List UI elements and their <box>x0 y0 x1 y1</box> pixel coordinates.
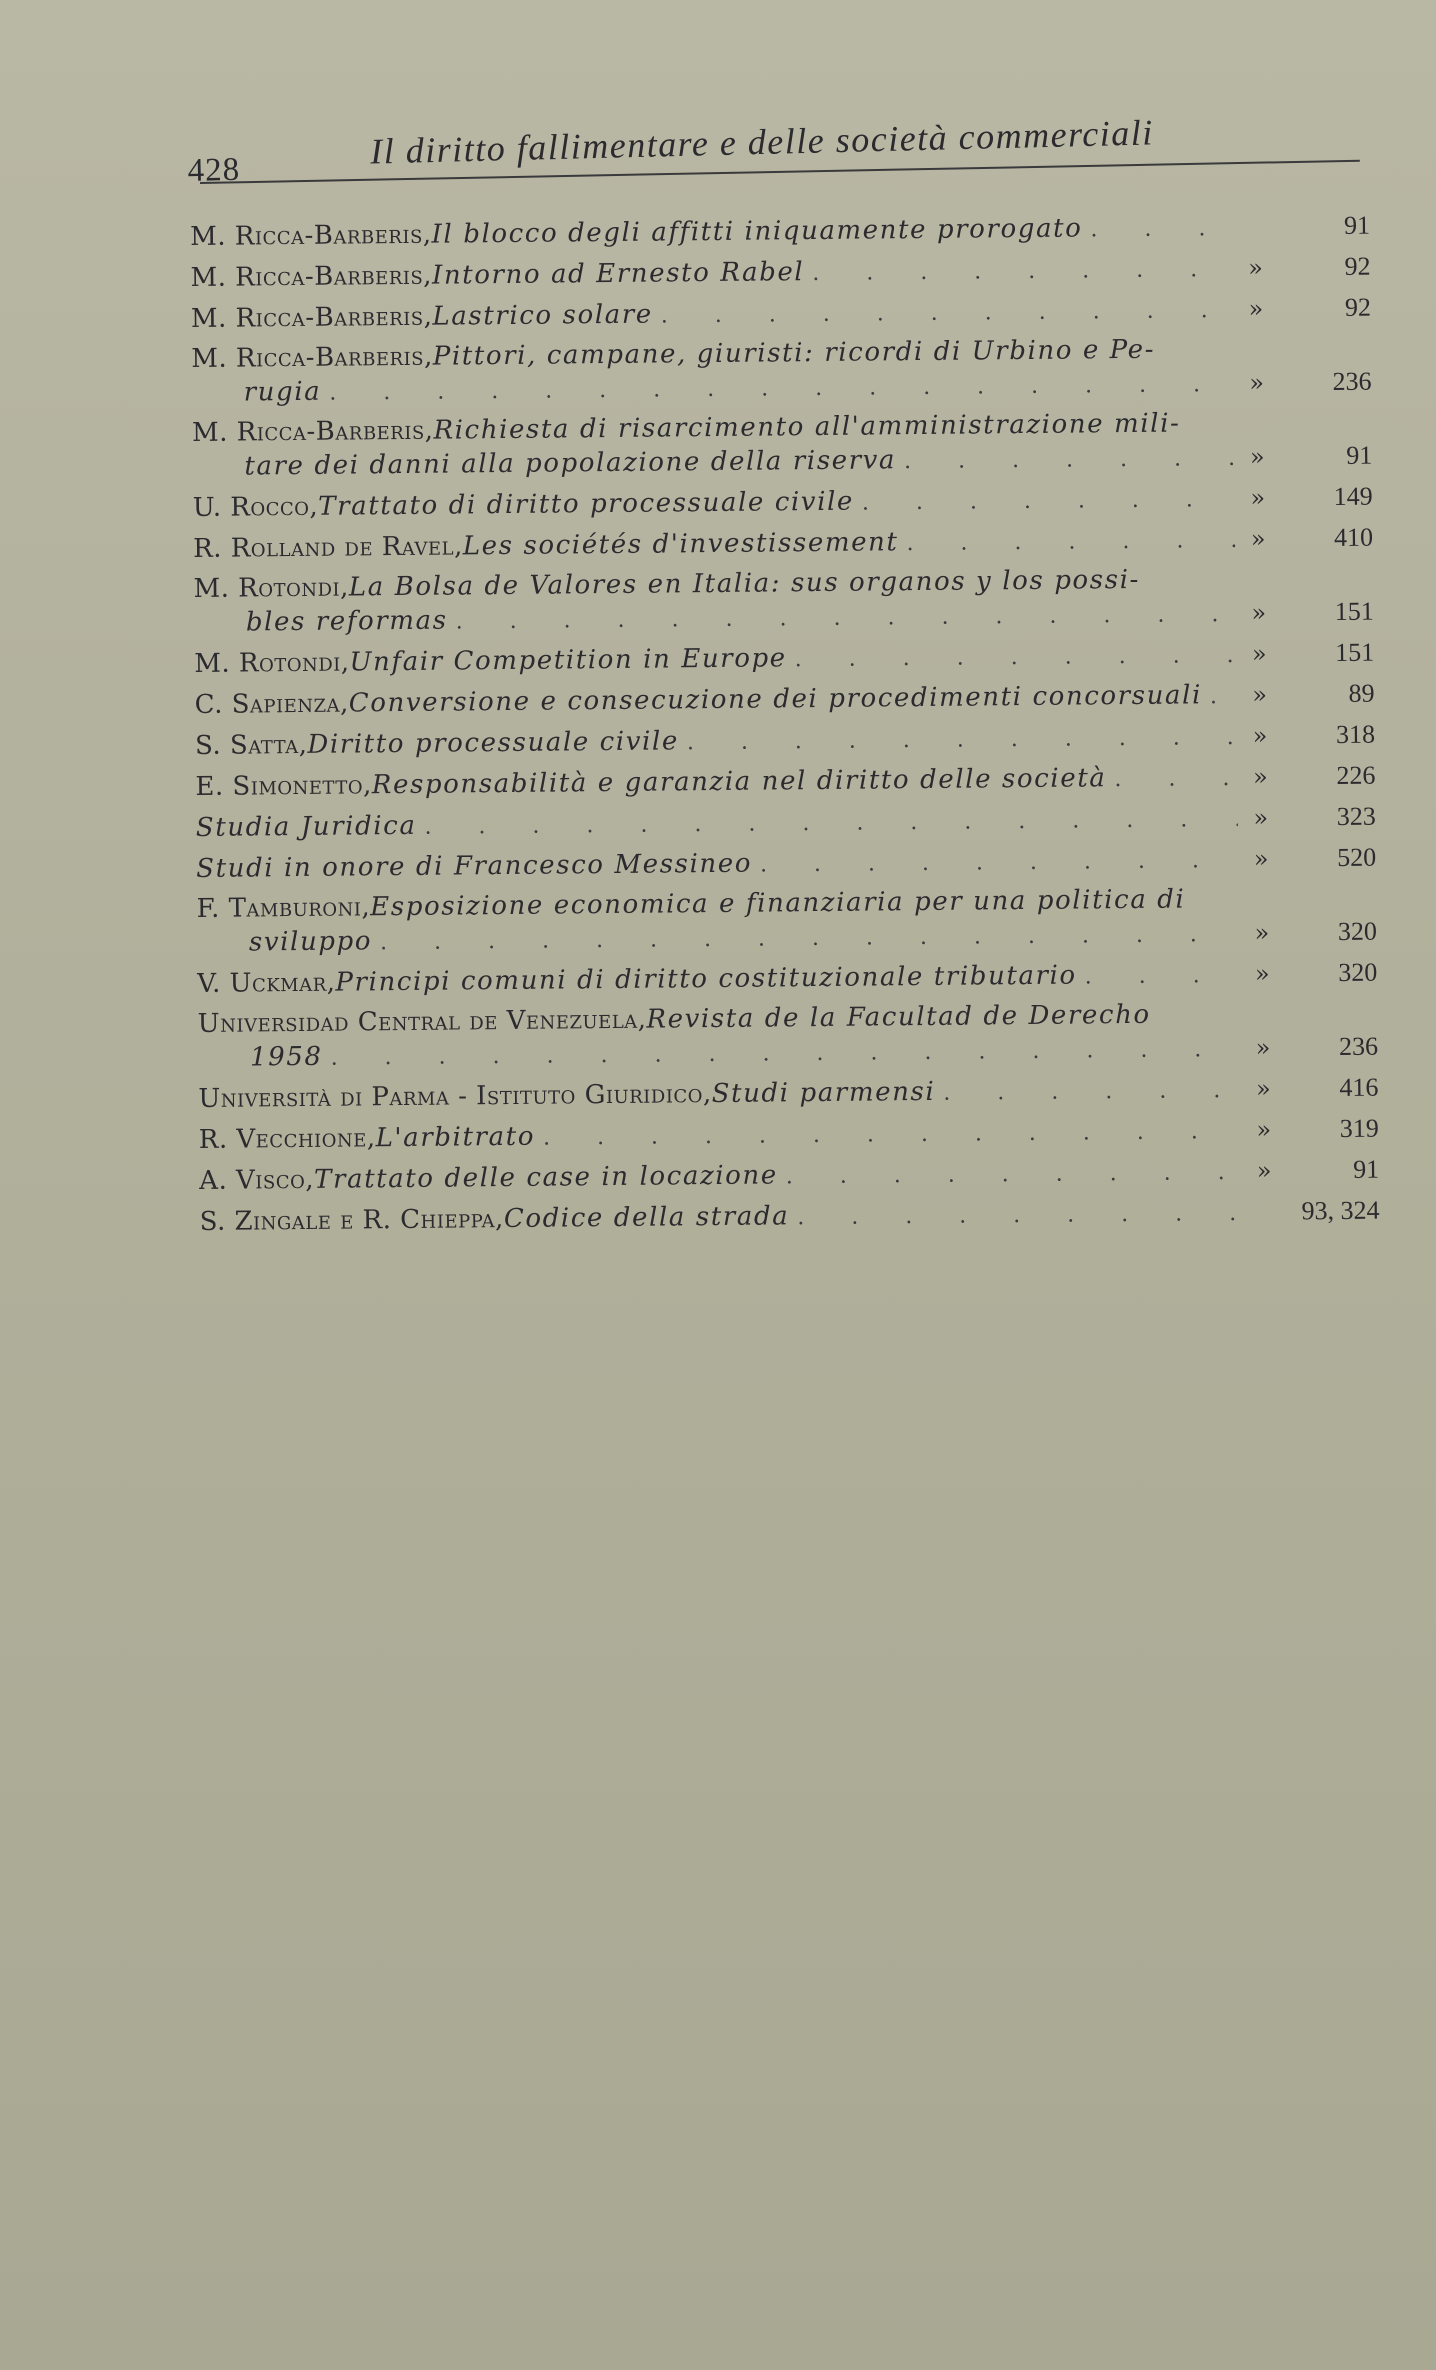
entry-separator: , <box>453 531 463 562</box>
entry-title: Conversione e consecuzione dei procedimenti concorsuali <box>348 680 1203 719</box>
dot-leader <box>543 1115 1241 1155</box>
dot-leader <box>1090 212 1232 246</box>
entry-author: R. Rolland de Ravel <box>193 531 455 564</box>
entry-title: La Bolsa de Valores en Italia: sus organos y los possi- <box>348 564 1141 603</box>
dot-leader <box>862 483 1235 520</box>
entry-title: Unfair Competition in Europe <box>349 643 787 678</box>
index-entry <box>196 800 1376 846</box>
entry-page-number: 236 <box>1338 1031 1379 1062</box>
dot-leader <box>795 639 1237 676</box>
running-title: Il diritto fallimentare e delle società commerciali <box>369 112 1155 172</box>
index-entry <box>190 209 1370 255</box>
index-entry <box>194 677 1374 723</box>
entry-page-number: 92 <box>1344 292 1372 322</box>
entry-title-continued: bles reformas <box>245 605 448 638</box>
entry-title: Pittori, campane, giuristi: ricordi di Urbino e Pe- <box>432 334 1156 372</box>
entry-author: A. Visco <box>199 1164 306 1196</box>
index-entry <box>195 759 1375 805</box>
entry-title: Studi parmensi <box>711 1076 936 1110</box>
entry-author: E. Simonetto <box>195 770 364 802</box>
dot-leader <box>687 721 1237 759</box>
entry-line <box>196 800 1376 846</box>
dot-leader <box>904 442 1235 478</box>
entry-author: Università di Parma - Istituto Giuridico <box>198 1079 704 1114</box>
entry-page-number: 410 <box>1333 522 1374 553</box>
entry-line <box>194 677 1374 723</box>
index-entry <box>197 956 1377 1002</box>
ditto-mark: » <box>1249 368 1265 397</box>
entry-line <box>190 209 1370 255</box>
ditto-mark: » <box>1255 1074 1271 1103</box>
entry-author: M. Rotondi <box>194 647 341 679</box>
index-list <box>190 209 1380 1246</box>
dot-leader <box>906 524 1235 560</box>
ditto-mark: » <box>1254 918 1270 947</box>
entry-page-number: 226 <box>1336 760 1376 791</box>
entry-author: Universidad Central de Venezuela <box>197 1004 638 1039</box>
entry-separator: , <box>340 647 350 678</box>
ditto-mark: » <box>1255 1033 1271 1062</box>
entry-author: U. Rocco <box>192 491 310 523</box>
dot-leader <box>455 598 1235 638</box>
ditto-mark: » <box>1251 639 1267 668</box>
entry-title: Esposizione economica e finanziaria per una politica di <box>370 884 1186 923</box>
entry-separator: , <box>305 1164 315 1195</box>
entry-separator: , <box>494 1204 505 1235</box>
entry-author: M. Ricca-Barberis <box>191 341 425 374</box>
index-entry <box>191 291 1371 337</box>
entry-title: Studi in onore di Francesco Messineo <box>196 848 753 884</box>
index-entry <box>196 841 1376 887</box>
index-entry <box>194 636 1374 682</box>
entry-page-number: 319 <box>1339 1113 1379 1144</box>
entry-title: Responsabilità e garanzia nel diritto delle società <box>371 763 1107 801</box>
entry-title: L'arbitrato <box>375 1121 536 1154</box>
index-entry <box>190 250 1370 296</box>
entry-line <box>193 521 1373 567</box>
entry-page-number: 93, 324 <box>1301 1195 1380 1226</box>
entry-separator: , <box>362 770 372 801</box>
entry-page-number: 320 <box>1338 957 1378 988</box>
index-entry <box>191 332 1372 411</box>
entry-page-number: 320 <box>1337 916 1378 947</box>
entry-separator: , <box>423 260 433 291</box>
ditto-mark: » <box>1251 598 1267 627</box>
index-entry <box>198 997 1379 1076</box>
entry-separator: , <box>339 688 349 719</box>
entry-line <box>198 1071 1378 1117</box>
dot-leader <box>786 1156 1242 1193</box>
entry-line <box>195 718 1375 764</box>
entry-separator: , <box>422 219 432 250</box>
entry-title: Studia Juridica <box>195 810 417 843</box>
entry-title: Richiesta di risarcimento all'amministrazione mili- <box>433 408 1181 446</box>
entry-separator: , <box>424 415 434 446</box>
entry-title: Codice della strada <box>503 1201 790 1235</box>
entry-author: M. Rotondi <box>193 572 341 604</box>
entry-page-number: 520 <box>1337 842 1377 873</box>
ditto-mark: » <box>1250 483 1266 512</box>
entry-title-continued: rugia <box>243 376 322 408</box>
entry-separator: , <box>298 729 308 760</box>
dot-leader <box>1114 762 1237 796</box>
entry-title: Revista de la Facultad de Derecho <box>646 999 1151 1035</box>
entry-page-number: 323 <box>1336 801 1376 832</box>
index-entry <box>195 718 1375 764</box>
entry-separator: , <box>423 301 433 332</box>
entry-page-number: 151 <box>1334 596 1374 627</box>
entry-author: S. Satta <box>194 729 299 761</box>
entry-author: C. Sapienza <box>194 688 341 720</box>
entry-line <box>197 956 1377 1002</box>
ditto-mark: » <box>1256 1156 1272 1185</box>
ditto-mark: » <box>1254 959 1270 988</box>
entry-line <box>199 1153 1379 1199</box>
entry-line <box>199 1112 1379 1158</box>
entry-title: Principi comuni di diritto costituzionale tributario <box>335 960 1077 998</box>
index-entry <box>199 1112 1379 1158</box>
page-number: 428 <box>187 151 241 189</box>
entry-title-continued: 1958 <box>249 1041 323 1073</box>
index-entry <box>192 406 1373 485</box>
entry-page-number: 91 <box>1346 440 1373 470</box>
ditto-mark: » <box>1252 680 1268 709</box>
entry-separator: , <box>702 1079 712 1110</box>
dot-leader <box>812 253 1233 290</box>
entry-separator: , <box>326 967 336 998</box>
dot-leader <box>797 1197 1242 1234</box>
entry-title-continued: tare dei danni alla popolazione della riserva <box>244 445 897 482</box>
entry-separator: , <box>309 491 319 522</box>
entry-page-number: 318 <box>1335 719 1376 750</box>
ditto-mark: » <box>1253 844 1269 873</box>
dot-leader <box>1085 959 1240 993</box>
dot-leader <box>329 368 1234 410</box>
entry-title: Intorno ad Ernesto Rabel <box>431 257 805 291</box>
entry-author: M. Ricca-Barberis <box>191 415 425 448</box>
ditto-mark: » <box>1248 294 1264 323</box>
entry-separator: , <box>366 1123 376 1154</box>
entry-page-number: 91 <box>1353 1154 1380 1184</box>
entry-title-continued: sviluppo <box>248 926 373 958</box>
entry-line <box>194 636 1374 682</box>
entry-page-number: 89 <box>1348 678 1375 708</box>
entry-title: Les sociétés d'investissement <box>462 527 899 562</box>
ditto-mark: » <box>1249 442 1265 471</box>
entry-author: M. Ricca-Barberis <box>190 219 423 252</box>
entry-page-number: 92 <box>1344 251 1371 281</box>
index-entry <box>193 562 1374 641</box>
entry-author: M. Ricca-Barberis <box>190 301 424 334</box>
ditto-mark: » <box>1256 1115 1272 1144</box>
entry-author: S. Zingale e R. Chieppa <box>199 1204 496 1237</box>
entry-line <box>199 1194 1379 1240</box>
index-entry <box>199 1153 1379 1199</box>
entry-page-number: 149 <box>1333 481 1373 512</box>
dot-leader <box>943 1074 1240 1110</box>
entry-line <box>193 480 1373 526</box>
ditto-mark: » <box>1252 762 1268 791</box>
entry-separator: , <box>339 572 349 603</box>
entry-author: F. Tamburoni <box>196 892 362 924</box>
dot-leader <box>330 1033 1240 1075</box>
entry-page-number: 416 <box>1339 1072 1379 1103</box>
entry-page-number: 236 <box>1332 366 1372 397</box>
ditto-mark: » <box>1252 721 1268 750</box>
entry-line <box>191 291 1371 337</box>
ditto-mark: » <box>1250 524 1266 553</box>
entry-separator: , <box>423 341 433 372</box>
entry-title: Lastrico solare <box>432 299 653 332</box>
ditto-mark: » <box>1248 253 1263 282</box>
dot-leader <box>380 918 1239 959</box>
index-entry <box>199 1194 1379 1240</box>
entry-author: M. Ricca-Barberis <box>190 260 424 293</box>
entry-line <box>196 841 1376 887</box>
entry-author: V. Uckmar <box>197 967 327 999</box>
entry-title: Trattato di diritto processuale civile <box>318 486 855 522</box>
entry-page-number: 151 <box>1335 637 1375 668</box>
index-entry <box>193 480 1373 526</box>
dot-leader <box>760 844 1238 882</box>
ditto-mark: » <box>1253 803 1269 832</box>
entry-line <box>190 250 1370 296</box>
index-entry <box>193 521 1373 567</box>
index-entry <box>196 882 1377 961</box>
dot-leader <box>661 294 1233 332</box>
entry-title: Diritto processuale civile <box>307 726 680 760</box>
entry-separator: , <box>637 1004 647 1035</box>
entry-author: R. Vecchione <box>198 1123 367 1155</box>
entry-page-number: 91 <box>1343 210 1371 240</box>
entry-title: Trattato delle case in locazione <box>313 1160 778 1195</box>
index-entry <box>198 1071 1378 1117</box>
entry-title: Il blocco degli affitti iniquamente prorogato <box>431 213 1083 250</box>
entry-separator: , <box>361 892 371 923</box>
dot-leader <box>1210 680 1237 713</box>
dot-leader <box>424 803 1238 844</box>
entry-line <box>195 759 1375 805</box>
